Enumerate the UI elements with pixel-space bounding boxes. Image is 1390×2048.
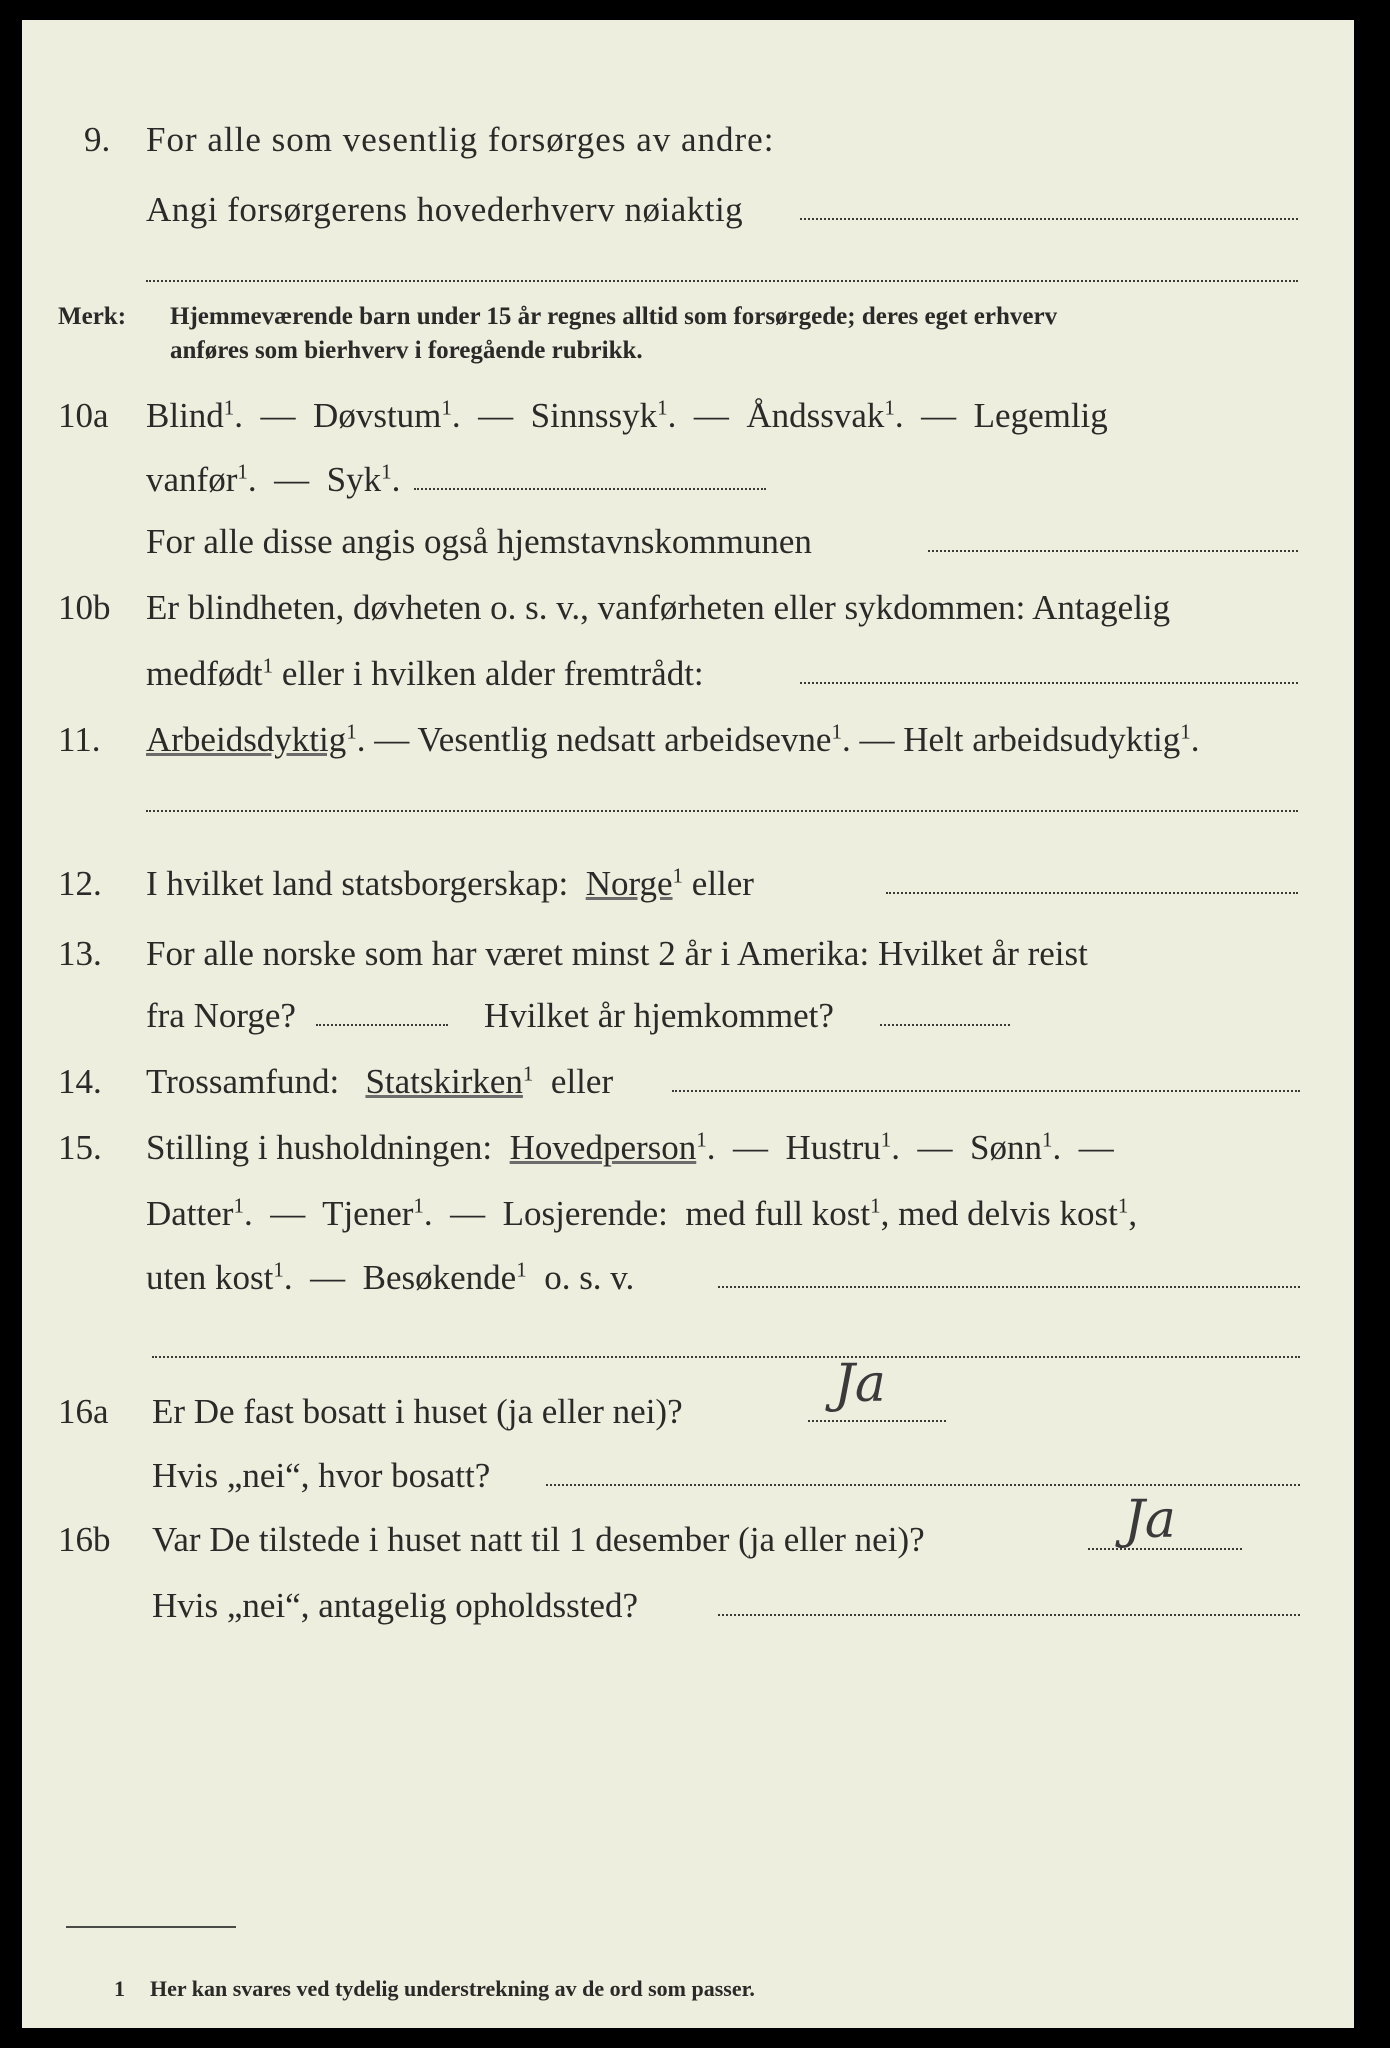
q15-line3: uten kost$^1$. — Besøkende$^1$ o. s. v.: [146, 1257, 635, 1297]
q16b-opholdssted-line: [718, 1614, 1300, 1616]
q16b-handwritten-answer: Ja: [1124, 1490, 1176, 1550]
census-form-page: [22, 20, 1354, 2028]
q10a-line3: For alle disse angis også hjemstavnskommunen: [146, 522, 812, 561]
q10b-answer-line: [800, 682, 1298, 684]
q9-answer-line: [800, 218, 1298, 220]
opt-hustru: Hustru: [785, 1128, 881, 1167]
q15-line2: Datter$^1$. — Tjener$^1$. — Losjerende: med full kost$^1$, med delvis kost$^1$,: [146, 1193, 1138, 1233]
q9-number: 9.: [84, 120, 111, 159]
footnote-rule: [66, 1926, 236, 1928]
q14-number: 14.: [58, 1062, 102, 1101]
q16b-number: 16b: [58, 1520, 111, 1559]
q10a-line1: Blind$^1$. — Døvstum$^1$. — Sinnssyk$^1$. — Åndssvak$^1$. — Legemlig: [146, 395, 1108, 435]
q13-line2b: Hvilket år hjemkommet?: [484, 996, 834, 1035]
q9-line2: Angi forsørgerens hovederhverv nøiaktig: [146, 190, 744, 229]
opt-syk: Syk: [326, 460, 382, 499]
q11-extra-line: [146, 810, 1298, 812]
q16a-handwritten-answer: Ja: [834, 1354, 886, 1414]
opt-norge: Norge: [585, 864, 673, 903]
q15-number: 15.: [58, 1128, 102, 1167]
q12-line: I hvilket land statsborgerskap: Norge$^1$ eller: [146, 863, 754, 903]
merk-label: Merk:: [58, 303, 127, 330]
q10a-syk-line: [414, 488, 766, 490]
opt-hovedperson: Hovedperson: [509, 1128, 697, 1167]
opt-medfodt: medfødt: [146, 654, 263, 693]
q13-reist-line: [316, 1024, 448, 1026]
opt-statskirken: Statskirken: [365, 1062, 523, 1101]
q10b-number: 10b: [58, 588, 111, 627]
opt-legemlig: Legemlig: [973, 396, 1108, 435]
opt-datter: Datter: [146, 1194, 234, 1233]
q14-line: Trossamfund: Statskirken$^1$ eller: [146, 1061, 614, 1101]
q9-line1: For alle som vesentlig forsørges av andre:: [146, 120, 775, 159]
q10a-kommune-line: [928, 550, 1298, 552]
opt-udyktig: Helt arbeidsudyktig: [903, 720, 1181, 759]
q11-number: 11.: [58, 720, 101, 759]
opt-andssvak: Åndssvak: [746, 396, 885, 435]
footnote-mark: 1: [114, 1976, 125, 2001]
opt-uten-kost: uten kost: [146, 1258, 274, 1297]
opt-vanfor: vanfør: [146, 460, 238, 499]
merk-line1: Hjemmeværende barn under 15 år regnes alltid som forsørgede; deres eget erhverv: [170, 303, 1058, 330]
q12-number: 12.: [58, 864, 102, 903]
merk-line2: anføres som bierhverv i foregående rubrikk.: [170, 337, 643, 364]
q16a-line2: Hvis „nei“, hvor bosatt?: [152, 1456, 491, 1495]
q11-line: Arbeidsdyktig$^1$. — Vesentlig nedsatt arbeidsevne$^1$. — Helt arbeidsudyktig$^1$.: [146, 719, 1200, 759]
q10a-number: 10a: [58, 396, 109, 435]
q10a-line2: vanfør$^1$. — Syk$^1$.: [146, 459, 401, 499]
q15-line1: Stilling i husholdningen: Hovedperson$^1$. — Hustru$^1$. — Sønn$^1$. —: [146, 1127, 1114, 1167]
opt-nedsatt: Vesentlig nedsatt arbeidsevne: [417, 720, 832, 759]
footnote-text: Her kan svares ved tydelig understrekning av de ord som passer.: [150, 1976, 755, 2001]
q10b-line2: medfødt$^1$ eller i hvilken alder fremtrådt:: [146, 653, 704, 693]
opt-sinnssyk: Sinnssyk: [530, 396, 658, 435]
q9-extra-line: [146, 280, 1298, 282]
q16b-line2: Hvis „nei“, antagelig opholdssted?: [152, 1586, 638, 1625]
q14-answer-line: [672, 1090, 1300, 1092]
q10b-line1: Er blindheten, døvheten o. s. v., vanførheten eller sykdommen: Antagelig: [146, 588, 1171, 627]
opt-delvis-kost: med delvis kost: [898, 1194, 1118, 1233]
opt-blind: Blind: [146, 396, 224, 435]
q13-line2a: fra Norge?: [146, 996, 296, 1035]
opt-besokende: Besøkende: [362, 1258, 517, 1297]
opt-full-kost: med full kost: [685, 1194, 871, 1233]
q16a-bosatt-line: [546, 1484, 1300, 1486]
opt-arbeidsdyktig: Arbeidsdyktig: [146, 720, 347, 759]
q13-number: 13.: [58, 934, 102, 973]
q16b-line1: Var De tilstede i huset natt til 1 desember (ja eller nei)?: [152, 1520, 925, 1559]
q16a-answer-line: [808, 1420, 946, 1422]
q15-answer-line: [718, 1286, 1300, 1288]
opt-tjener: Tjener: [322, 1194, 414, 1233]
q13-line1: For alle norske som har været minst 2 år i Amerika: Hvilket år reist: [146, 934, 1088, 973]
q13-hjemkommet-line: [880, 1024, 1010, 1026]
opt-sonn: Sønn: [970, 1128, 1043, 1167]
opt-dovstum: Døvstum: [313, 396, 442, 435]
q16a-number: 16a: [58, 1392, 109, 1431]
q12-answer-line: [886, 892, 1298, 894]
q15-extra-line: [152, 1356, 1300, 1358]
q16a-line1: Er De fast bosatt i huset (ja eller nei)?: [152, 1392, 683, 1431]
